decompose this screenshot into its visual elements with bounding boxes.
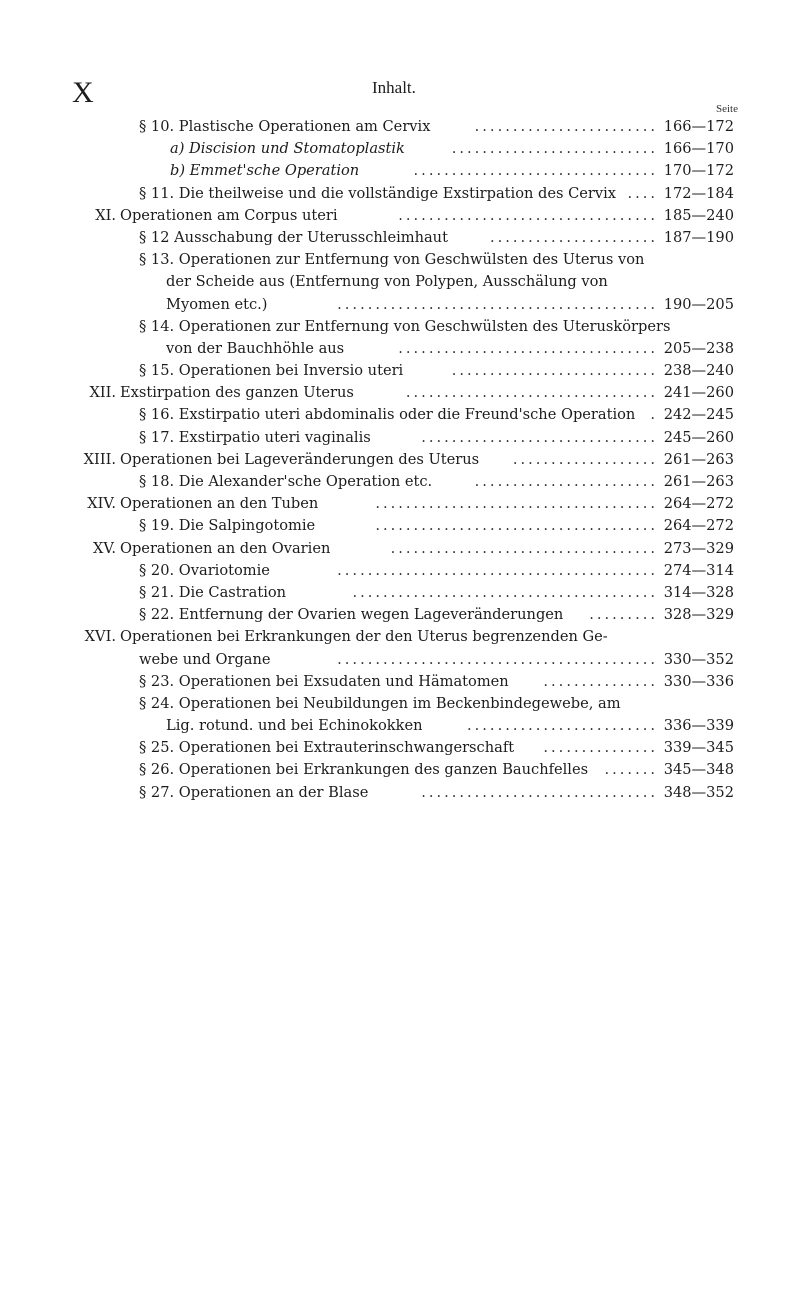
toc-entry [0,382,800,404]
entry-title: § 27. Operationen an der Blase [139,783,369,801]
dot-leader: ..................................... [375,517,658,535]
entry-title: § 19. Die Salpingotomie [139,517,316,535]
entry-title: § 25. Operationen bei Extrauterinschwangerschaft [139,739,515,757]
toc-entry [0,649,800,671]
dot-leader: ........................................ [352,583,658,601]
entry-title: § 13. Operationen zur Entfernung von Geschwülsten des Uterus von [139,251,645,269]
entry-title: § 26. Operationen bei Erkrankungen des ganzen Bauchfelles [139,761,589,779]
entry-title: b) Emmet'sche Operation [170,162,360,180]
dot-leader: ................................ [413,162,658,180]
page-range: 348—352 [663,783,734,801]
page-range: 314—328 [663,583,734,601]
entry-title: § 23. Operationen bei Exsudaten und Hämatomen [139,672,509,690]
table-of-contents [0,116,800,804]
running-head: Inhalt. [372,78,416,97]
chapter-numeral: XV. [92,539,116,557]
toc-entry [0,693,800,715]
toc-entry [0,604,800,626]
entry-title: Operationen an den Ovarien [120,539,331,557]
entry-title: webe und Organe [139,650,271,668]
toc-entry [0,737,800,759]
page-range: 336—339 [663,717,734,735]
dot-leader: ........................... [451,362,658,380]
dot-leader: .......................................... [337,650,658,668]
dot-leader: ...................... [489,228,658,246]
toc-entry [0,316,800,338]
toc-entry [0,515,800,537]
dot-leader: ................................... [390,539,658,557]
entry-title: § 18. Die Alexander'sche Operation etc. [139,473,433,490]
entry-title: § 17. Exstirpatio uteri vaginalis [139,428,371,446]
entry-title: § 22. Entfernung der Ovarien wegen Lageveränderungen [139,606,564,624]
page-range: 264—272 [663,495,734,513]
page-range: 330—352 [663,650,734,668]
chapter-numeral: XVI. [84,628,116,646]
toc-entry [0,471,800,493]
entry-title: Myomen etc.) [166,295,268,313]
toc-entry [0,205,800,227]
chapter-numeral: XI. [95,206,116,224]
toc-entry [0,449,800,471]
entry-title: § 10. Plastische Operationen am Cervix [139,118,431,135]
page-number: X [72,76,95,109]
page-column-label: Seite [716,103,738,115]
entry-title: § 21. Die Castration [139,583,287,601]
entry-title: Lig. rotund. und bei Echinokokken [166,717,423,735]
dot-leader: ................................. [405,384,658,402]
toc-entry [0,116,800,138]
toc-entry [0,671,800,693]
chapter-numeral: XIV. [87,495,116,513]
chapter-numeral: XIII. [83,450,116,468]
dot-leader: ........................ [474,473,658,490]
toc-entry [0,493,800,515]
page-range: 339—345 [663,739,734,757]
entry-title: Operationen bei Erkrankungen der den Uterus begrenzenden Ge- [120,628,608,646]
toc-entry [0,626,800,648]
page-range: 166—170 [663,140,734,158]
page-range: 166—172 [663,118,734,135]
page-range: 261—263 [663,473,734,490]
page-range: 330—336 [663,672,734,690]
entry-title: § 14. Operationen zur Entfernung von Geschwülsten des Uteruskörpers [139,317,671,335]
page-range: 242—245 [663,406,734,424]
entry-title: § 16. Exstirpatio uteri abdominalis oder die Freund'sche Operation [139,406,636,424]
dot-leader: ....... [604,761,658,779]
toc-entry [0,560,800,582]
page-range: 170—172 [663,162,734,180]
page-range: 261—263 [663,450,734,468]
chapter-numeral: XII. [89,384,116,402]
toc-entry [0,183,800,205]
dot-leader: ............................... [421,783,658,801]
page-range: 241—260 [663,384,734,402]
page-range: 190—205 [663,295,734,313]
dot-leader: ..................................... [375,495,658,513]
page-range: 264—272 [663,517,734,535]
page-range: 273—329 [663,539,734,557]
dot-leader: .... [627,184,658,202]
toc-entry [0,138,800,160]
toc-entry [0,759,800,781]
dot-leader: .................................. [398,206,658,224]
page-range: 205—238 [663,339,734,357]
toc-entry [0,271,800,293]
dot-leader: ............... [543,672,658,690]
toc-entry [0,782,800,804]
page-range: 245—260 [663,428,734,446]
entry-title: Operationen am Corpus uteri [120,206,338,224]
toc-entry [0,715,800,737]
entry-title: § 20. Ovariotomie [139,561,270,579]
page-range: 345—348 [663,761,734,779]
entry-title: der Scheide aus (Entfernung von Polypen, Ausschälung von [166,273,608,291]
entry-title: von der Bauchhöhle aus [166,339,345,357]
dot-leader: ........................... [451,140,658,158]
entry-title: Exstirpation des ganzen Uterus [120,384,354,402]
dot-leader: ........................ [474,118,658,135]
toc-entry [0,338,800,360]
toc-entry [0,227,800,249]
dot-leader: .......................................... [337,561,658,579]
page-range: 185—240 [663,206,734,224]
entry-title: § 24. Operationen bei Neubildungen im Beckenbindegewebe, am [139,694,621,712]
entry-title: Operationen bei Lageveränderungen des Uterus [120,450,480,468]
dot-leader: ......... [589,606,658,624]
dot-leader: . [650,406,658,424]
dot-leader: .......................................... [337,295,658,313]
dot-leader: .................................. [398,339,658,357]
entry-title: § 15. Operationen bei Inversio uteri [139,362,404,380]
page-range: 187—190 [663,228,734,246]
toc-entry [0,404,800,426]
toc-entry [0,427,800,449]
entry-title: Operationen an den Tuben [120,495,319,513]
entry-title: a) Discision und Stomatoplastik [170,140,405,158]
toc-entry [0,582,800,604]
page-range: 238—240 [663,362,734,380]
toc-entry [0,294,800,316]
entry-title: § 12 Ausschabung der Uterusschleimhaut [139,228,448,246]
toc-entry [0,249,800,271]
dot-leader: ................... [512,450,658,468]
page-range: 172—184 [663,184,734,202]
toc-entry [0,538,800,560]
toc-entry [0,160,800,182]
toc-entry [0,360,800,382]
dot-leader: ......................... [467,717,658,735]
page-range: 274—314 [663,561,734,579]
dot-leader: ............... [543,739,658,757]
dot-leader: ............................... [421,428,658,446]
entry-title: § 11. Die theilweise und die vollständige Exstirpation des Cervix [139,184,617,202]
page-range: 328—329 [663,606,734,624]
